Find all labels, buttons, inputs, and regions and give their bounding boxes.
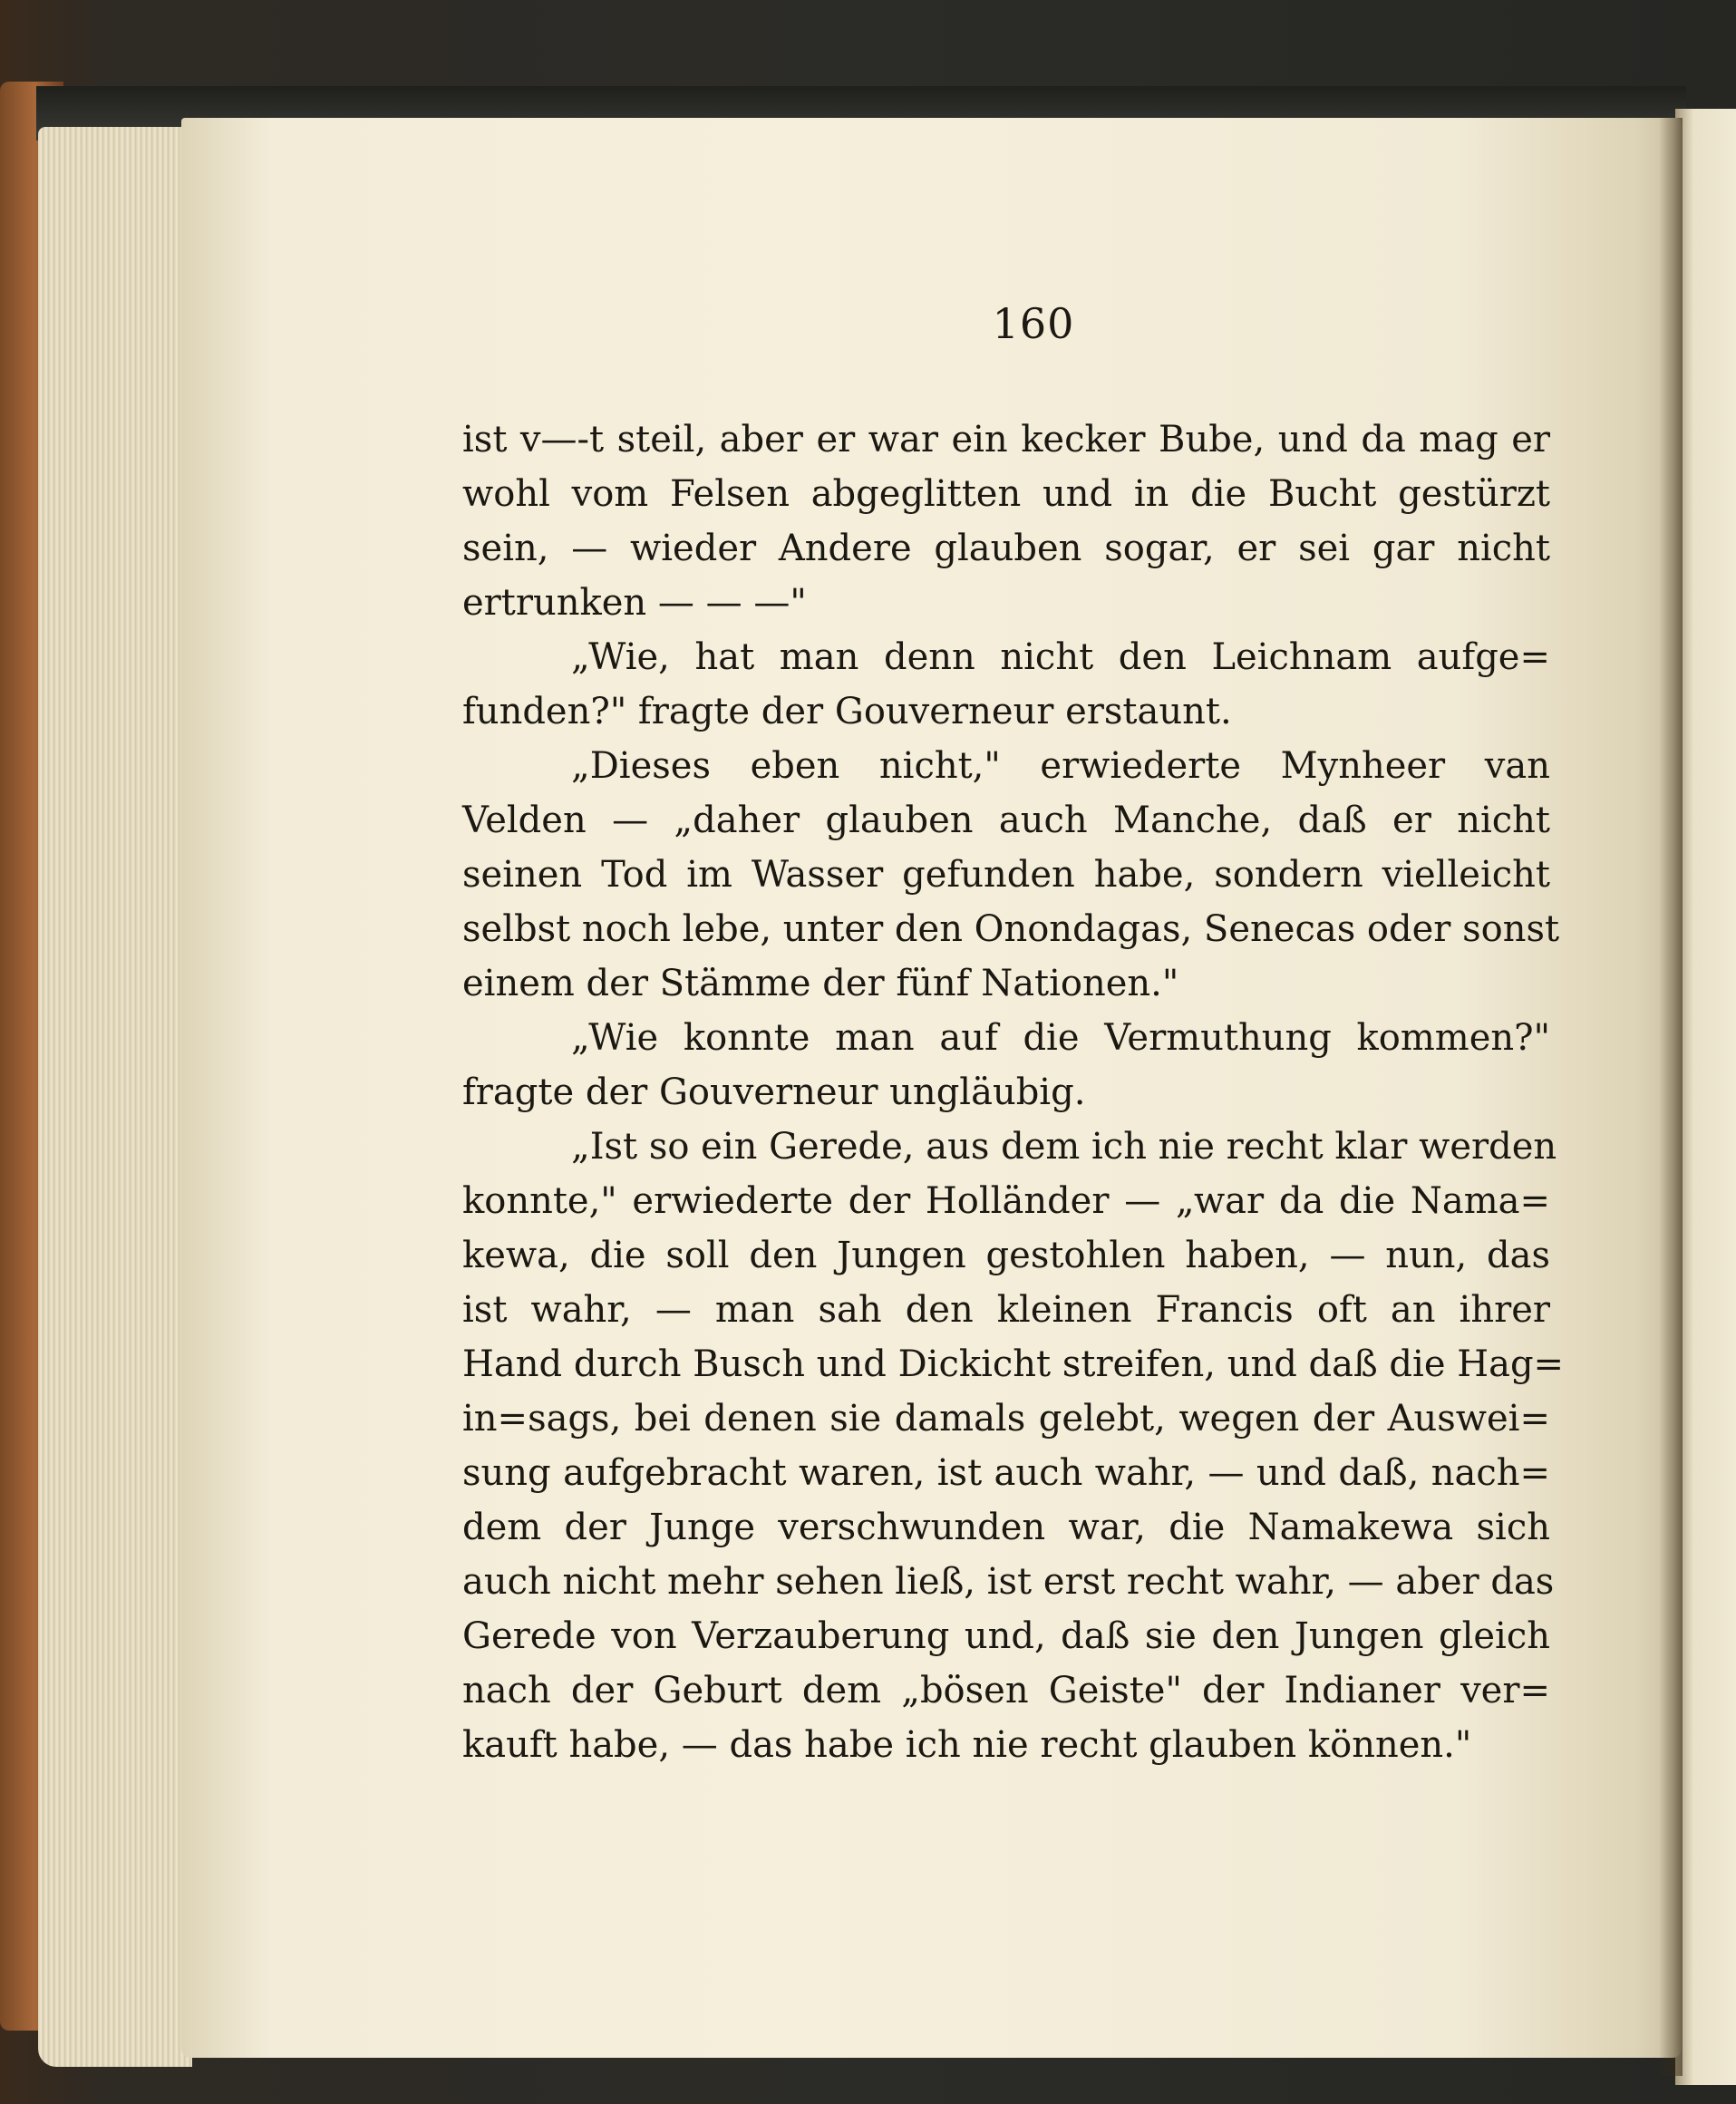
text-line: ist wahr, — man sah den kleinen Francis oft an ihrer bbox=[462, 1289, 1550, 1331]
body-text bbox=[462, 412, 1565, 1772]
text-line: sein, — wieder Andere glauben sogar, er sei gar nicht bbox=[462, 528, 1550, 569]
text-line: in=sags, bei denen sie damals gelebt, wegen der Auswei= bbox=[462, 1398, 1550, 1440]
text-line: kauft habe, — das habe ich nie recht glauben können." bbox=[462, 1724, 1472, 1766]
text-line: „Wie, hat man denn nicht den Leichnam aufge= bbox=[571, 636, 1550, 678]
text-line: ist v—-t steil, aber er war ein kecker Bube, und da mag er bbox=[462, 419, 1550, 461]
text-line: sung aufgebracht waren, ist auch wahr, — und daß, nach= bbox=[462, 1452, 1550, 1494]
text-line: Gerede von Verzauberung und, daß sie den Jungen gleich bbox=[462, 1615, 1550, 1657]
text-line: dem der Junge verschwunden war, die Namakewa sich bbox=[462, 1507, 1550, 1548]
text-line: einem der Stämme der fünf Nationen." bbox=[462, 963, 1179, 1004]
page-gutter-shadow bbox=[1659, 118, 1683, 2076]
facing-page bbox=[1675, 109, 1736, 2085]
text-line: kewa, die soll den Jungen gestohlen haben, — nun, das bbox=[462, 1235, 1550, 1276]
text-line: nach der Geburt dem „bösen Geiste" der Indianer ver= bbox=[462, 1670, 1550, 1711]
text-line: Hand durch Busch und Dickicht streifen, und daß die Hag= bbox=[462, 1343, 1565, 1385]
text-line: Velden — „daher glauben auch Manche, daß er nicht bbox=[462, 800, 1550, 841]
page-edges bbox=[38, 127, 192, 2067]
page-number: 160 bbox=[992, 299, 1075, 348]
text-line: seinen Tod im Wasser gefunden habe, sondern vielleicht bbox=[462, 854, 1550, 896]
text-line: fragte der Gouverneur ungläubig. bbox=[462, 1071, 1086, 1113]
text-line: selbst noch lebe, unter den Onondagas, Senecas oder sonst bbox=[462, 908, 1560, 950]
text-line: „Ist so ein Gerede, aus dem ich nie recht klar werden bbox=[571, 1126, 1557, 1168]
text-line: auch nicht mehr sehen ließ, ist erst recht wahr, — aber das bbox=[462, 1561, 1555, 1603]
text-line: konnte," erwiederte der Holländer — „war da die Nama= bbox=[462, 1180, 1550, 1222]
text-line: funden?" fragte der Gouverneur erstaunt. bbox=[462, 691, 1232, 732]
text-line: „Dieses eben nicht," erwiederte Mynheer van bbox=[571, 745, 1550, 787]
text-line: ertrunken — — —" bbox=[462, 582, 807, 624]
text-line: „Wie konnte man auf die Vermuthung kommen?" bbox=[571, 1017, 1550, 1059]
text-line: wohl vom Felsen abgeglitten und in die Bucht gestürzt bbox=[462, 473, 1550, 515]
